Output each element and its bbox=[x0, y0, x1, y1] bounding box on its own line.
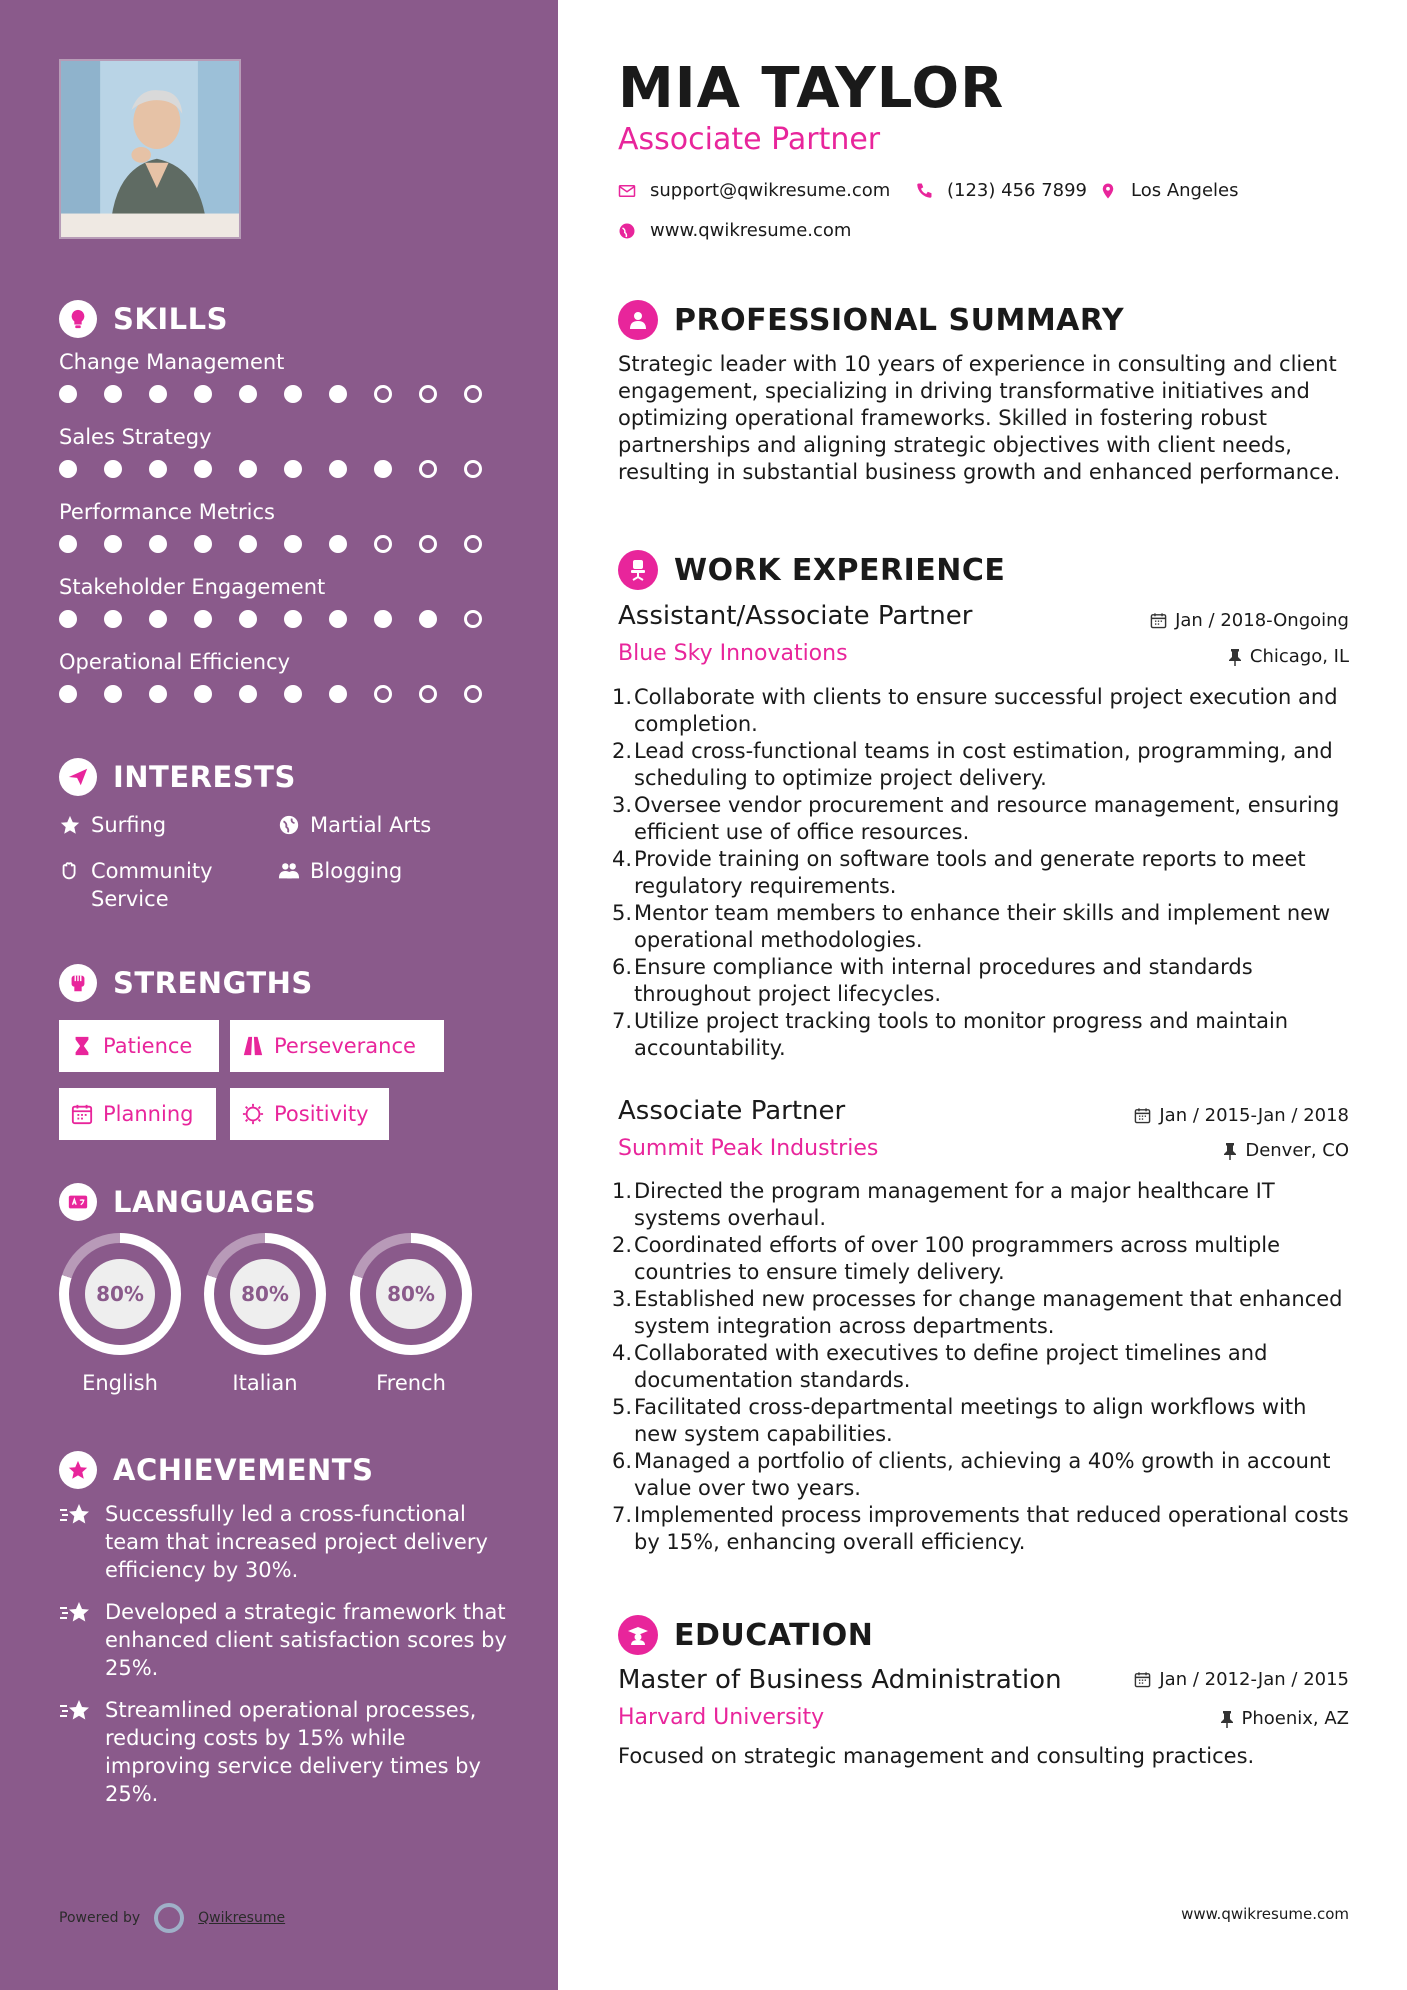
interests-heading bbox=[59, 758, 296, 796]
powered-by bbox=[59, 1903, 285, 1933]
language-name: Italian bbox=[232, 1371, 298, 1395]
rating-dot-filled bbox=[104, 460, 122, 478]
contact-location bbox=[1099, 180, 1239, 201]
work-title: WORK EXPERIENCE bbox=[674, 552, 1006, 588]
star-badge-icon bbox=[59, 1451, 97, 1489]
rating-dot-filled bbox=[59, 535, 77, 553]
candidate-role: Associate Partner bbox=[618, 122, 881, 157]
translate-icon bbox=[59, 1183, 97, 1221]
bullet-text: Provide training on software tools and generate reports to meet regulatory requirements. bbox=[634, 847, 1306, 898]
strength-label: Patience bbox=[103, 1034, 193, 1058]
language-name: English bbox=[82, 1371, 158, 1395]
summary-text: Strategic leader with 10 years of experience in consulting and client engagement, specializing in driving transformative initiatives and optimizing operational frameworks. Skilled in fostering robust partnerships and aligning strategic objectives with client needs, resulting in substantial business growth and enhanced performance. bbox=[618, 352, 1341, 484]
rating-dot-filled bbox=[239, 460, 257, 478]
job-location-text: Denver, CO bbox=[1245, 1140, 1349, 1161]
bullet-number: 7. bbox=[612, 1503, 633, 1527]
interest-label: Martial Arts bbox=[310, 813, 432, 837]
rating-dot-filled bbox=[149, 535, 167, 553]
rating-dot-filled bbox=[419, 610, 437, 628]
rating-dot-filled bbox=[239, 685, 257, 703]
sun-icon bbox=[242, 1103, 264, 1125]
language-item bbox=[204, 1233, 326, 1395]
job-bullet bbox=[612, 1340, 1352, 1394]
rating-dot-filled bbox=[239, 610, 257, 628]
skill-item bbox=[59, 575, 509, 628]
bullet-number: 1. bbox=[612, 1179, 633, 1203]
road-icon bbox=[242, 1035, 264, 1057]
rating-dot-filled bbox=[284, 535, 302, 553]
strength-label: Positivity bbox=[274, 1102, 369, 1126]
job-company: Summit Peak Industries bbox=[618, 1136, 879, 1161]
skills-heading bbox=[59, 300, 228, 338]
rating-dot-filled bbox=[284, 685, 302, 703]
rating-dot-filled bbox=[59, 385, 77, 403]
strength-label: Planning bbox=[103, 1102, 194, 1126]
rating-dot-filled bbox=[194, 535, 212, 553]
sidebar bbox=[0, 0, 558, 1990]
bullet-text: Ensure compliance with internal procedures and standards throughout project lifecycles. bbox=[634, 955, 1253, 1006]
hourglass-icon bbox=[71, 1035, 93, 1057]
job-bullet bbox=[612, 846, 1352, 900]
job-bullet bbox=[612, 792, 1352, 846]
summary-heading bbox=[618, 300, 1124, 340]
job-bullet bbox=[612, 1394, 1352, 1448]
bullet-text: Utilize project tracking tools to monitor progress and maintain accountability. bbox=[634, 1009, 1289, 1060]
contact-email[interactable] bbox=[618, 180, 890, 201]
strength-chip bbox=[230, 1088, 389, 1140]
rating-dot-filled bbox=[284, 460, 302, 478]
languages-title: LANGUAGES bbox=[113, 1185, 317, 1219]
education-location bbox=[1220, 1708, 1350, 1729]
skill-rating bbox=[59, 385, 509, 403]
bullet-text: Mentor team members to enhance their skills and implement new operational methodologies. bbox=[634, 901, 1331, 952]
email-text: support@qwikresume.com bbox=[650, 180, 891, 201]
rating-dot-filled bbox=[104, 685, 122, 703]
skills-title: SKILLS bbox=[113, 302, 228, 336]
job-date bbox=[1150, 610, 1349, 631]
language-ring bbox=[204, 1233, 326, 1355]
bullet-text: Coordinated efforts of over 100 programmers across multiple countries to ensure timely delivery. bbox=[634, 1233, 1281, 1284]
language-percent: 80% bbox=[376, 1259, 446, 1329]
school-name: Harvard University bbox=[618, 1705, 825, 1730]
strength-chip bbox=[230, 1020, 444, 1072]
rating-dot-empty bbox=[464, 535, 482, 553]
qwikresume-logo-icon bbox=[154, 1903, 184, 1933]
bullet-number: 4. bbox=[612, 1341, 633, 1365]
language-percent: 80% bbox=[230, 1259, 300, 1329]
candidate-name: MIA TAYLOR bbox=[618, 56, 1005, 121]
job-bullets bbox=[612, 684, 1352, 1062]
hand-icon bbox=[59, 860, 81, 882]
language-percent: 80% bbox=[85, 1259, 155, 1329]
job-date-text: Jan / 2015-Jan / 2018 bbox=[1159, 1105, 1349, 1126]
phone-icon bbox=[915, 182, 933, 200]
job-bullet bbox=[612, 1178, 1352, 1232]
rating-dot-filled bbox=[104, 610, 122, 628]
person-photo-icon bbox=[61, 61, 239, 237]
rating-dot-empty bbox=[464, 685, 482, 703]
rating-dot-filled bbox=[329, 385, 347, 403]
rating-dot-filled bbox=[149, 610, 167, 628]
skill-item bbox=[59, 500, 509, 553]
bullet-text: Lead cross-functional teams in cost estimation, programming, and scheduling to optimize project delivery. bbox=[634, 739, 1333, 790]
job-bullet bbox=[612, 954, 1352, 1008]
skill-name: Operational Efficiency bbox=[59, 650, 291, 674]
bullet-number: 7. bbox=[612, 1009, 633, 1033]
rating-dot-filled bbox=[59, 610, 77, 628]
job-location bbox=[1228, 646, 1349, 667]
rating-dot-filled bbox=[284, 610, 302, 628]
bullet-number: 1. bbox=[612, 685, 633, 709]
rating-dot-filled bbox=[239, 385, 257, 403]
achievements-title: ACHIEVEMENTS bbox=[113, 1453, 374, 1487]
education-title: EDUCATION bbox=[674, 1617, 874, 1653]
skill-name: Change Management bbox=[59, 350, 285, 374]
rating-dot-empty bbox=[374, 535, 392, 553]
job-location bbox=[1223, 1140, 1349, 1161]
interest-item bbox=[59, 857, 249, 913]
interests-title: INTERESTS bbox=[113, 760, 296, 794]
achievement-text: Successfully led a cross-functional team that increased project delivery efficiency by 30%. bbox=[105, 1502, 488, 1582]
rating-dot-filled bbox=[329, 610, 347, 628]
job-bullet bbox=[612, 684, 1352, 738]
rating-dot-filled bbox=[284, 385, 302, 403]
language-name: French bbox=[376, 1371, 446, 1395]
job-date-text: Jan / 2018-Ongoing bbox=[1175, 610, 1349, 631]
rating-dot-filled bbox=[329, 460, 347, 478]
shooting-star-icon bbox=[59, 1600, 91, 1626]
map-pin-icon bbox=[1099, 182, 1117, 200]
job-bullet bbox=[612, 1502, 1352, 1556]
job-bullet bbox=[612, 738, 1352, 792]
job-title: Assistant/Associate Partner bbox=[618, 601, 973, 631]
strengths-title: STRENGTHS bbox=[113, 966, 313, 1000]
graduate-icon bbox=[618, 1615, 658, 1655]
interest-item bbox=[278, 811, 431, 839]
rating-dot-filled bbox=[194, 385, 212, 403]
job-company: Blue Sky Innovations bbox=[618, 641, 848, 666]
job-bullet bbox=[612, 900, 1352, 954]
skill-rating bbox=[59, 685, 509, 703]
achievement-text: Streamlined operational processes, reducing costs by 15% while improving service delivery times by 25%. bbox=[105, 1698, 481, 1806]
work-heading bbox=[618, 550, 1005, 590]
education-heading bbox=[618, 1615, 873, 1655]
job-bullets bbox=[612, 1178, 1352, 1556]
bullet-text: Collaborate with clients to ensure successful project execution and completion. bbox=[634, 685, 1338, 736]
lightbulb-icon bbox=[59, 300, 97, 338]
rating-dot-filled bbox=[59, 460, 77, 478]
calendar-icon bbox=[1134, 1107, 1151, 1124]
bullet-number: 2. bbox=[612, 739, 633, 763]
job-bullet bbox=[612, 1232, 1352, 1286]
pushpin-icon bbox=[1223, 1142, 1237, 1160]
language-item bbox=[59, 1233, 181, 1395]
education-description: Focused on strategic management and consulting practices. bbox=[618, 1744, 1255, 1768]
pushpin-icon bbox=[1220, 1710, 1234, 1728]
rating-dot-filled bbox=[374, 610, 392, 628]
bullet-number: 6. bbox=[612, 955, 633, 979]
user-icon bbox=[618, 300, 658, 340]
bullet-number: 4. bbox=[612, 847, 633, 871]
interest-label: Blogging bbox=[310, 859, 403, 883]
globe-icon bbox=[278, 814, 300, 836]
skill-name: Performance Metrics bbox=[59, 500, 275, 524]
strength-chip bbox=[59, 1020, 219, 1072]
rating-dot-filled bbox=[329, 685, 347, 703]
achievements-heading bbox=[59, 1451, 373, 1489]
bullet-number: 5. bbox=[612, 1395, 633, 1419]
achievement-item bbox=[59, 1696, 509, 1808]
globe-icon bbox=[618, 222, 636, 240]
location-text: Los Angeles bbox=[1131, 180, 1239, 201]
rating-dot-empty bbox=[464, 610, 482, 628]
language-item bbox=[350, 1233, 472, 1395]
contact-website[interactable] bbox=[618, 220, 851, 241]
rating-dot-empty bbox=[419, 685, 437, 703]
job-bullet bbox=[612, 1286, 1352, 1340]
rating-dot-empty bbox=[464, 385, 482, 403]
users-icon bbox=[278, 860, 300, 882]
interest-label: Community Service bbox=[91, 859, 213, 911]
rating-dot-filled bbox=[149, 685, 167, 703]
bullet-text: Oversee vendor procurement and resource management, ensuring efficient use of office resources. bbox=[634, 793, 1340, 844]
degree-title: Master of Business Administration bbox=[618, 1665, 1062, 1695]
language-ring bbox=[59, 1233, 181, 1355]
job-title: Associate Partner bbox=[618, 1096, 846, 1126]
rating-dot-filled bbox=[194, 460, 212, 478]
rating-dot-empty bbox=[374, 685, 392, 703]
rating-dot-filled bbox=[194, 685, 212, 703]
bullet-text: Implemented process improvements that reduced operational costs by 15%, enhancing overall efficiency. bbox=[634, 1503, 1349, 1554]
interest-label: Surfing bbox=[91, 813, 167, 837]
bullet-text: Managed a portfolio of clients, achieving a 40% growth in account value over two years. bbox=[634, 1449, 1331, 1500]
envelope-icon bbox=[618, 182, 636, 200]
qwikresume-link[interactable]: Qwikresume bbox=[198, 1910, 286, 1926]
skill-rating bbox=[59, 535, 509, 553]
bullet-number: 3. bbox=[612, 793, 633, 817]
interest-item bbox=[59, 811, 166, 839]
education-location-text: Phoenix, AZ bbox=[1241, 1708, 1349, 1729]
education-date-text: Jan / 2012-Jan / 2015 bbox=[1159, 1669, 1349, 1690]
website-text: www.qwikresume.com bbox=[650, 220, 852, 241]
rating-dot-empty bbox=[374, 385, 392, 403]
office-chair-icon bbox=[618, 550, 658, 590]
rating-dot-filled bbox=[104, 385, 122, 403]
rating-dot-empty bbox=[419, 535, 437, 553]
skill-rating bbox=[59, 460, 509, 478]
rating-dot-filled bbox=[149, 460, 167, 478]
rating-dot-filled bbox=[59, 685, 77, 703]
bullet-number: 2. bbox=[612, 1233, 633, 1257]
strength-label: Perseverance bbox=[274, 1034, 416, 1058]
job-bullet bbox=[612, 1448, 1352, 1502]
rating-dot-filled bbox=[374, 460, 392, 478]
rating-dot-filled bbox=[149, 385, 167, 403]
bullet-text: Directed the program management for a major healthcare IT systems overhaul. bbox=[634, 1179, 1275, 1230]
bullet-text: Collaborated with executives to define project timelines and documentation standards. bbox=[634, 1341, 1268, 1392]
job-date bbox=[1134, 1105, 1349, 1126]
powered-by-label: Powered by bbox=[59, 1910, 141, 1926]
skill-rating bbox=[59, 610, 509, 628]
rating-dot-empty bbox=[464, 460, 482, 478]
summary-title: PROFESSIONAL SUMMARY bbox=[674, 302, 1125, 338]
achievement-item bbox=[59, 1500, 509, 1584]
rating-dot-filled bbox=[329, 535, 347, 553]
calendar-icon bbox=[71, 1103, 93, 1125]
strength-chip bbox=[59, 1088, 216, 1140]
rating-dot-empty bbox=[419, 460, 437, 478]
pushpin-icon bbox=[1228, 648, 1242, 666]
rating-dot-empty bbox=[419, 385, 437, 403]
shooting-star-icon bbox=[59, 1502, 91, 1528]
skill-item bbox=[59, 425, 509, 478]
language-ring bbox=[350, 1233, 472, 1355]
profile-photo bbox=[59, 59, 241, 239]
bullet-text: Facilitated cross-departmental meetings to align workflows with new system capabilities. bbox=[634, 1395, 1307, 1446]
bullet-text: Established new processes for change management that enhanced system integration across departments. bbox=[634, 1287, 1343, 1338]
job-bullet bbox=[612, 1008, 1352, 1062]
job-location-text: Chicago, IL bbox=[1249, 646, 1349, 667]
achievement-item bbox=[59, 1598, 509, 1682]
fist-icon bbox=[59, 964, 97, 1002]
rating-dot-filled bbox=[104, 535, 122, 553]
bullet-number: 6. bbox=[612, 1449, 633, 1473]
interest-item bbox=[278, 857, 402, 885]
education-date bbox=[1134, 1669, 1349, 1690]
phone-text: (123) 456 7899 bbox=[947, 180, 1088, 201]
star-icon bbox=[59, 814, 81, 836]
calendar-icon bbox=[1134, 1671, 1151, 1688]
rating-dot-filled bbox=[194, 610, 212, 628]
paper-plane-icon bbox=[59, 758, 97, 796]
bullet-number: 3. bbox=[612, 1287, 633, 1311]
contact-phone[interactable] bbox=[915, 180, 1087, 201]
achievement-text: Developed a strategic framework that enhanced client satisfaction scores by 25%. bbox=[105, 1600, 507, 1680]
languages-heading bbox=[59, 1183, 316, 1221]
skill-item bbox=[59, 650, 509, 703]
bullet-number: 5. bbox=[612, 901, 633, 925]
shooting-star-icon bbox=[59, 1698, 91, 1724]
skill-item bbox=[59, 350, 509, 403]
footer-website-link[interactable]: www.qwikresume.com bbox=[1181, 1905, 1349, 1923]
rating-dot-filled bbox=[239, 535, 257, 553]
skill-name: Sales Strategy bbox=[59, 425, 212, 449]
strengths-heading bbox=[59, 964, 313, 1002]
skill-name: Stakeholder Engagement bbox=[59, 575, 326, 599]
calendar-icon bbox=[1150, 612, 1167, 629]
